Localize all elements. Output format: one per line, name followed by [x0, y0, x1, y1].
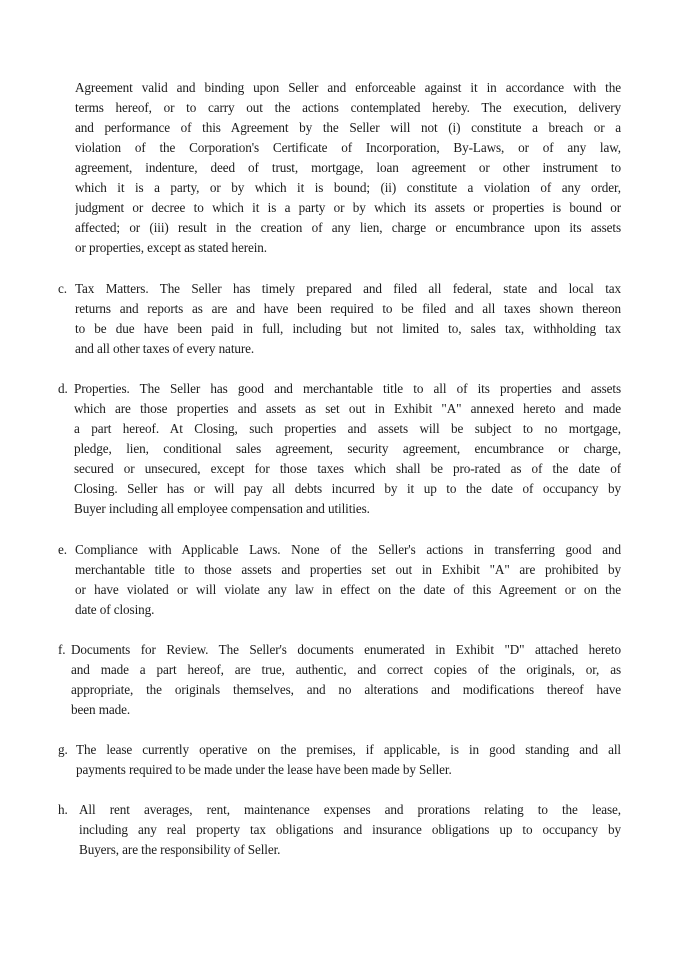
paragraph-line: Compliance with Applicable Laws. None of the Seller's actions in transferring good and — [75, 542, 621, 557]
paragraph-line: judgment or decree to which it is a party or by which its assets or properties is bound or — [75, 200, 621, 215]
paragraph-line: which it is a party, or by which it is bound; (ii) constitute a violation of any order, — [75, 180, 621, 195]
paragraph-line: payments required to be made under the lease have been made by Seller. — [76, 762, 452, 777]
paragraph-line: terms hereof, or to carry out the actions contemplated hereby. The execution, delivery — [75, 100, 621, 115]
paragraph-line: affected; or (iii) result in the creation of any lien, charge or encumbrance upon its assets — [75, 220, 621, 235]
section-lease — [76, 740, 621, 780]
paragraph-line: or have violated or will violate any law in effect on the date of this Agreement or on the — [75, 582, 621, 597]
paragraph-line: and performance of this Agreement by the Seller will not (i) constitute a breach or a — [75, 120, 621, 135]
section-label-d: d. — [58, 381, 68, 396]
paragraph-line: and made a part hereof, are true, authentic, and correct copies of the originals, or, as — [71, 662, 621, 677]
paragraph-line: returns and reports as are and have been required to be filed and all taxes shown thereon — [75, 301, 621, 316]
paragraph-line: Properties. The Seller has good and merchantable title to all of its properties and assets — [74, 381, 621, 396]
section-tax-matters — [75, 279, 621, 359]
paragraph-line: secured or unsecured, except for those taxes which shall be pro-rated as of the date of — [74, 461, 621, 476]
paragraph-line: including any real property tax obligations and insurance obligations up to occupancy by — [79, 822, 621, 837]
intro-paragraph — [75, 78, 621, 258]
paragraph-line: Closing. Seller has or will pay all debts incurred by it up to the date of occupancy by — [74, 481, 621, 496]
paragraph-line: merchantable title to those assets and properties set out in Exhibit "A" are prohibited by — [75, 562, 621, 577]
section-documents-for-review — [71, 640, 621, 720]
paragraph-line: been made. — [71, 702, 131, 717]
paragraph-line: Agreement valid and binding upon Seller and enforceable against it in accordance with the — [75, 80, 621, 95]
section-properties — [74, 379, 621, 519]
section-label-c: c. — [58, 281, 67, 296]
paragraph-line: The lease currently operative on the premises, if applicable, is in good standing and all — [76, 742, 621, 757]
paragraph-line: All rent averages, rent, maintenance expenses and prorations relating to the lease, — [79, 802, 621, 817]
paragraph-line: violation of the Corporation's Certificate of Incorporation, By-Laws, or of any law, — [75, 140, 621, 155]
paragraph-line: pledge, lien, conditional sales agreement, security agreement, encumbrance or charge, — [74, 441, 621, 456]
paragraph-line: a part hereof. At Closing, such properties and assets will be subject to no mortgage, — [74, 421, 621, 436]
paragraph-line: which are those properties and assets as set out in Exhibit "A" annexed hereto and made — [74, 401, 621, 416]
paragraph-line: and all other taxes of every nature. — [75, 341, 255, 356]
paragraph-line: date of closing. — [75, 602, 155, 617]
section-label-e: e. — [58, 542, 67, 557]
paragraph-line: to be due have been paid in full, including but not limited to, sales tax, withholding tax — [75, 321, 621, 336]
section-compliance — [75, 540, 621, 620]
paragraph-line: Buyer including all employee compensation and utilities. — [74, 501, 370, 516]
paragraph-line: Buyers, are the responsibility of Seller. — [79, 842, 281, 857]
paragraph-line: agreement, indenture, deed of trust, mortgage, loan agreement or other instrument to — [75, 160, 621, 175]
paragraph-line: or properties, except as stated herein. — [75, 240, 268, 255]
paragraph-line: Tax Matters. The Seller has timely prepared and filed all federal, state and local tax — [75, 281, 621, 296]
section-rent — [79, 800, 621, 860]
paragraph-line: Documents for Review. The Seller's documents enumerated in Exhibit "D" attached hereto — [71, 642, 621, 657]
section-label-f: f. — [58, 642, 66, 657]
section-label-h: h. — [58, 802, 68, 817]
paragraph-line: appropriate, the originals themselves, and no alterations and modifications thereof have — [71, 682, 621, 697]
section-label-g: g. — [58, 742, 68, 757]
